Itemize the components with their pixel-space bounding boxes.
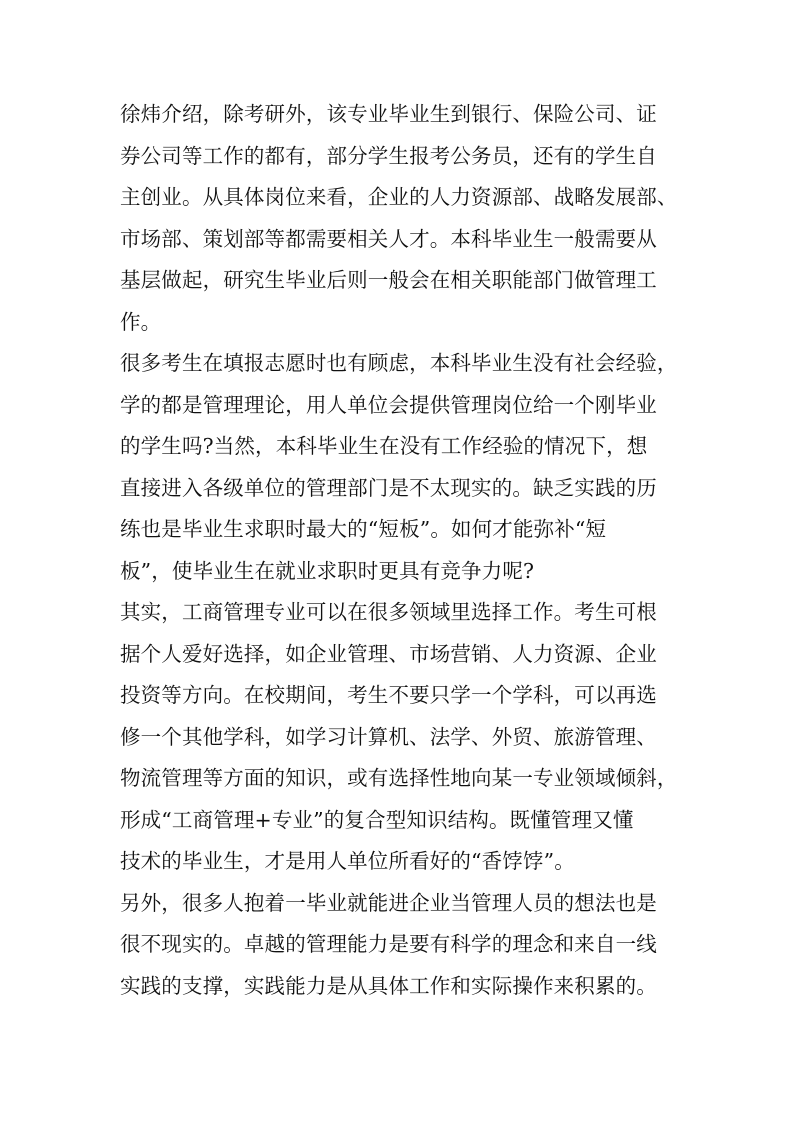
text-line: 实践的支撑，实践能力是从具体工作和实际操作来积累的。 — [120, 973, 657, 998]
document-body — [120, 94, 680, 1007]
text-line: 券公司等工作的都有，部分学生报考公务员，还有的学生自 — [120, 143, 657, 168]
text-line: 的学生吗?当然，本科毕业生在没有工作经验的情况下，想 — [120, 434, 648, 458]
text-line: 很不现实的。卓越的管理能力是要有科学的理念和来自一线 — [120, 932, 657, 956]
text-line: 直接进入各级单位的管理部门是不太现实的。缺乏实践的历 — [120, 475, 657, 500]
paragraph-career-paths — [120, 94, 680, 343]
text-line: 形成“工商管理+专业”的复合型知识结构。既懂管理又懂 — [120, 807, 634, 832]
text-line: 其实，工商管理专业可以在很多领域里选择工作。考生可根 — [120, 600, 657, 624]
text-line: 修一个其他学科，如学习计算机、法学、外贸、旅游管理、 — [120, 724, 657, 749]
text-line: 基层做起，研究生毕业后则一般会在相关职能部门做管理工 — [120, 268, 657, 292]
text-line: 技术的毕业生，才是用人单位所看好的“香饽饽”。 — [120, 849, 575, 873]
text-line: 学的都是管理理论，用人单位会提供管理岗位给一个刚毕业 — [120, 392, 657, 417]
paragraph-concerns — [120, 343, 680, 592]
text-line: 作。 — [120, 309, 162, 334]
paragraph-practice — [120, 883, 680, 1008]
text-line: 很多考生在填报志愿时也有顾虑，本科毕业生没有社会经验， — [120, 351, 678, 375]
text-line: 据个人爱好选择，如企业管理、市场营销、人力资源、企业 — [120, 641, 657, 666]
text-line: 徐炜介绍，除考研外，该专业毕业生到银行、保险公司、证 — [120, 102, 657, 126]
text-line: 练也是毕业生求职时最大的“短板”。如何才能弥补“短 — [120, 517, 607, 541]
text-line: 物流管理等方面的知识，或有选择性地向某一专业领域倾斜， — [120, 766, 678, 790]
text-line: 市场部、策划部等都需要相关人才。本科毕业生一般需要从 — [120, 226, 657, 251]
text-line: 主创业。从具体岗位来看，企业的人力资源部、战略发展部、 — [120, 185, 678, 209]
text-line: 板”，使毕业生在就业求职时更具有竞争力呢? — [120, 558, 535, 583]
text-line: 投资等方向。在校期间，考生不要只学一个学科，可以再选 — [120, 683, 657, 707]
paragraph-study-options — [120, 592, 680, 883]
text-line: 另外，很多人抱着一毕业就能进企业当管理人员的想法也是 — [120, 890, 657, 915]
